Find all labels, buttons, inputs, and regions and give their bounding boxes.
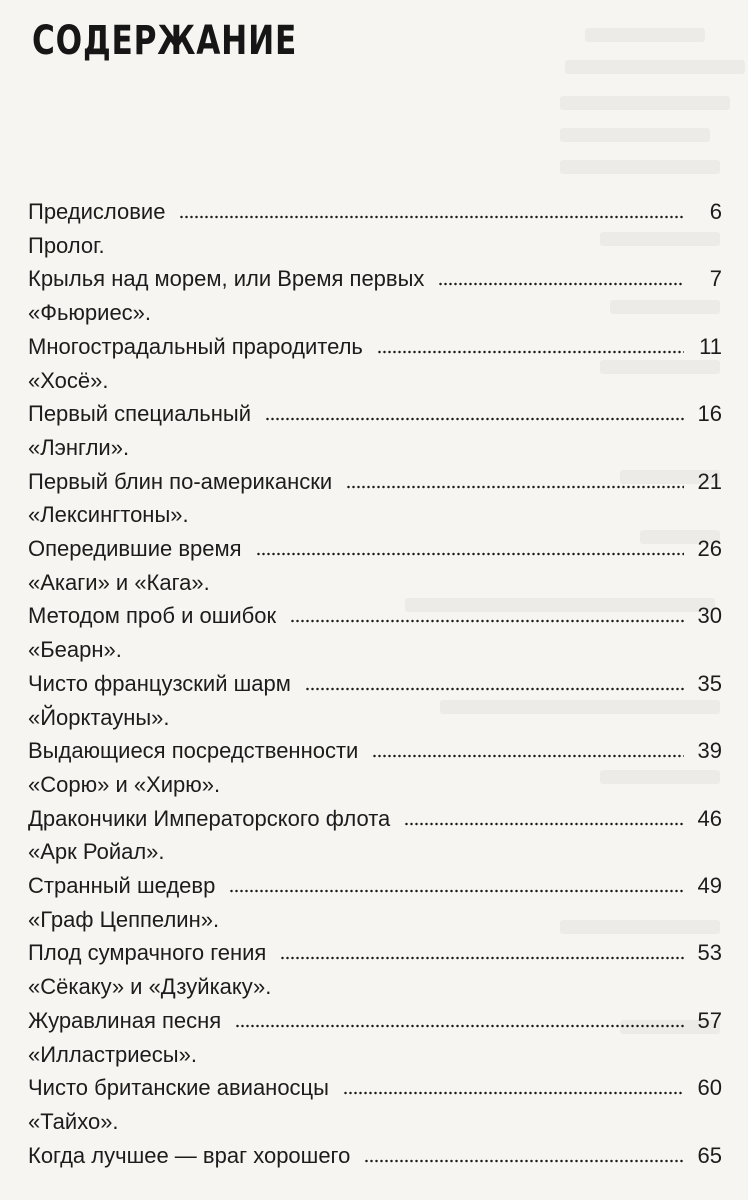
toc-entry-title: Первый блин по-американски [28,468,333,494]
toc-entry-page-number: 57 [697,1007,722,1033]
toc-entry [28,872,722,900]
toc-entry-title: Плод сумрачного гения [28,940,267,966]
toc-entry [28,939,722,967]
toc-entry-page-number: 11 [699,333,722,359]
dot-leader [438,281,684,287]
toc-entry [28,535,722,563]
dot-leader [343,1090,684,1096]
dot-leader [346,484,684,490]
toc-entry [28,468,722,496]
toc-entry-title: Крылья над морем, или Время первых [28,266,425,292]
toc-entry-title: Странный шедевр [28,873,216,898]
toc-entry [28,737,722,765]
toc-entry-page-number: 39 [697,738,722,764]
dot-leader [280,955,684,961]
toc-entry [28,1007,722,1035]
dot-leader [256,551,684,557]
toc-entry-page-number: 53 [697,940,722,966]
toc-entry-page-number: 16 [697,401,722,427]
toc-entry-page-number: 60 [697,1075,722,1101]
toc-heading: «Беарн». [28,637,122,663]
toc-entry-page-number: 35 [697,670,722,696]
dot-leader [372,753,684,759]
toc-entry-page-number: 7 [709,266,722,292]
toc-entry [28,400,722,428]
toc-entry [28,265,722,293]
toc-entry [28,198,722,226]
toc-entry-page-number: 49 [697,873,722,898]
toc-entry [28,805,722,833]
dot-leader [364,1158,684,1164]
toc-entry-title: Журавлиная песня [28,1007,222,1033]
dot-leader [179,214,684,220]
toc-entry-title: Когда лучшее — враг хорошего [28,1142,351,1168]
dot-leader [377,349,684,355]
toc-entry-title: Опередившие время [28,536,242,561]
toc-heading: «Йорктауны». [28,704,170,730]
toc-entry-page-number: 6 [709,199,722,224]
toc-entry-page-number: 65 [697,1142,722,1168]
toc-heading: «Акаги» и «Кага». [28,569,210,595]
toc-entry-title: Выдающиеся посредственности [28,738,359,764]
toc-entry [28,1074,722,1102]
toc-heading: «Фьюриес». [28,300,152,326]
toc-entry-title: Многострадальный прародитель [28,333,363,359]
dot-leader [305,686,684,692]
toc-entry-page-number: 26 [697,536,722,561]
toc-entry [28,1142,722,1170]
toc-entry-page-number: 30 [697,603,722,629]
toc-heading: «Граф Цеппелин». [28,906,220,932]
toc-entry-page-number: 46 [697,805,722,831]
toc-entry-title: Чисто британские авианосцы [28,1075,329,1101]
toc-entry-title: Чисто французский шарм [28,670,291,696]
toc-entry [28,333,722,361]
toc-heading: «Тайхо». [28,1108,119,1134]
dot-leader [229,888,684,894]
toc-entry-title: Первый специальный [28,401,252,427]
toc-heading: Пролог. [28,232,105,258]
dot-leader [290,618,684,624]
toc-entry-title: Предисловие [28,199,166,224]
toc-entry-title: Дракончики Императорского флота [28,805,391,831]
toc-entry-title: Методом проб и ошибок [28,603,277,629]
toc-heading: «Хосё». [28,367,109,393]
page-title: СОДЕРЖАНИЕ [32,18,298,64]
toc-heading: «Арк Ройал». [28,839,165,865]
dot-leader [235,1023,684,1029]
dot-leader [265,416,684,422]
toc-heading: «Лексингтоны». [28,502,189,528]
toc-entry-page-number: 21 [697,468,722,494]
toc-heading: «Сорю» и «Хирю». [28,771,221,797]
toc-heading: «Сёкаку» и «Дзуйкаку». [28,974,272,1000]
toc-entry [28,670,722,698]
toc-heading: «Илластриесы». [28,1041,197,1067]
dot-leader [404,821,684,827]
toc-entry [28,602,722,630]
toc-heading: «Лэнгли». [28,434,130,460]
